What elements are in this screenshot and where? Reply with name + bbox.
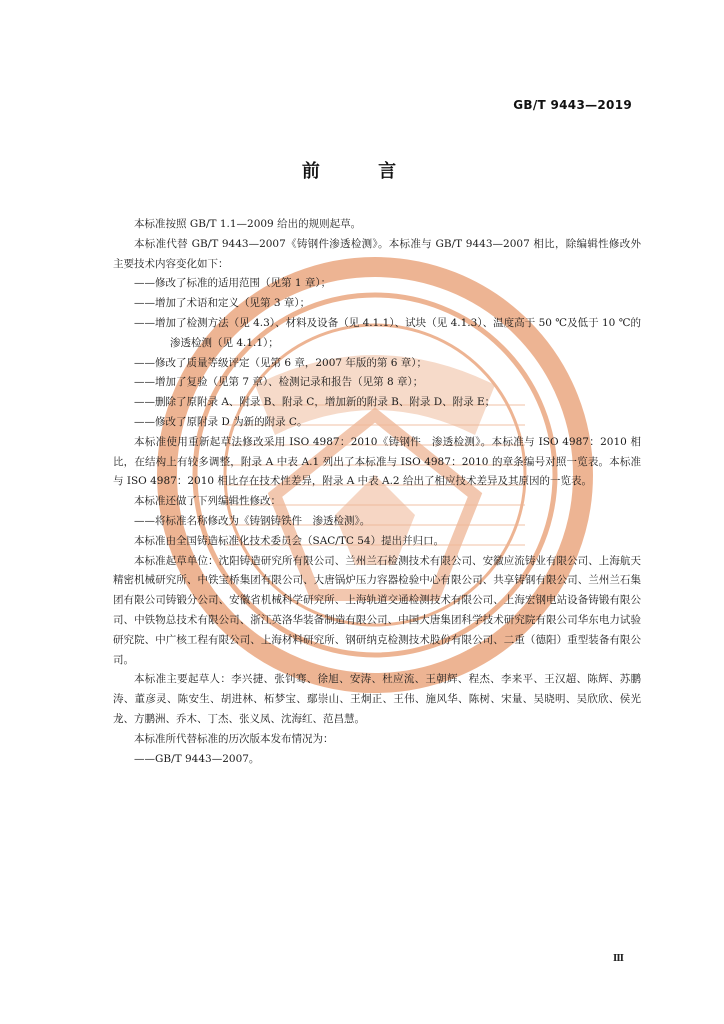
standard-number: GB/T 9443—2019 xyxy=(513,98,632,112)
paragraph: 本标准按照 GB/T 1.1—2009 给出的规则起草。 xyxy=(134,218,362,230)
page-title: 前 言 xyxy=(301,161,423,182)
paragraph: 本标准使用重新起草法修改采用 ISO 4987：2010《铸钢件 渗透检测》。本标准与 ISO 4987：2010 相比，在结构上有较多调整，附录 A 中表 A.1 列出了本标准与 ISO 4987：2010 的章条编号对照一览表。本标准与 ISO 4987：2010 相比存在技术性差异，附录 A 中表 A.2 给出了相应技术差异及其原因的一览表。 xyxy=(113,435,641,488)
paragraph: 本标准代替 GB/T 9443—2007《铸钢件渗透检测》。本标准与 GB/T 9443—2007 相比，除编辑性修改外主要技术内容变化如下： xyxy=(113,237,641,270)
change-item: ——删除了原附录 A、附录 B、附录 C，增加新的附录 B、附录 D、附录 E； xyxy=(134,396,496,409)
change-item: ——增加了术语和定义（见第 3 章）； xyxy=(134,297,311,310)
page-number: Ⅲ xyxy=(613,954,624,964)
body-text xyxy=(113,215,641,769)
change-item: ——修改了原附录 D 为新的附录 C。 xyxy=(134,415,308,428)
paragraph: 本标准主要起草人：李兴捷、张钊骞、徐旭、安涛、杜应流、王朝辉、程杰、李来平、王汉超、陈辉、苏鹏涛、董彦灵、陈安生、胡进林、柘梦宝、鄢崇山、王炯正、王伟、施风华、陈树、宋量、吴晓明、吴欣欣、侯光龙、方鹏洲、乔木、丁杰、张义凤、沈海红、范昌慧。 xyxy=(113,673,641,725)
change-item: ——增加了复验（见第 7 章）、检测记录和报告（见第 8 章）； xyxy=(134,376,424,389)
change-item: ——修改了质量等级评定（见第 6 章，2007 年版的第 6 章）； xyxy=(134,356,428,369)
change-item: ——GB/T 9443—2007。 xyxy=(134,752,260,765)
change-item: ——增加了检测方法（见 4.3）、材料及设备（见 4.1.1）、试块（见 4.1.3）、温度高于 50 ℃及低于 10 ℃的渗透检测（见 4.1.1）； xyxy=(134,316,641,349)
paragraph: 本标准还做了下列编辑性修改： xyxy=(134,495,281,508)
paragraph: 本标准起草单位：沈阳铸造研究所有限公司、兰州兰石检测技术有限公司、安徽应流铸业有限公司、上海航天精密机械研究所、中铁宝桥集团有限公司、大唐锅炉压力容器检验中心有限公司、共享铸钢有限公司、兰州兰石集团有限公司铸锻分公司、安徽省机械科学研究所、上海轨道交通检测技术有限公司、上海宏钢电站设备铸锻有限公司、中铁物总技术有限公司、浙江英洛华装备制造有限公司、中国大唐集团科学技术研究院有限公司华东电力试验研究院、中广核工程有限公司、上海材料研究所、钢研纳克检测技术股份有限公司、二重（德阳）重型装备有限公司。 xyxy=(113,554,641,666)
paragraph: 本标准由全国铸造标准化技术委员会（SAC/TC 54）提出并归口。 xyxy=(134,534,445,547)
paragraph: 本标准所代替标准的历次版本发布情况为： xyxy=(134,732,334,745)
change-item: ——修改了标准的适用范围（见第 1 章）； xyxy=(134,277,332,290)
change-item: ——将标准名称修改为《铸钢铸铁件 渗透检测》。 xyxy=(134,514,371,527)
